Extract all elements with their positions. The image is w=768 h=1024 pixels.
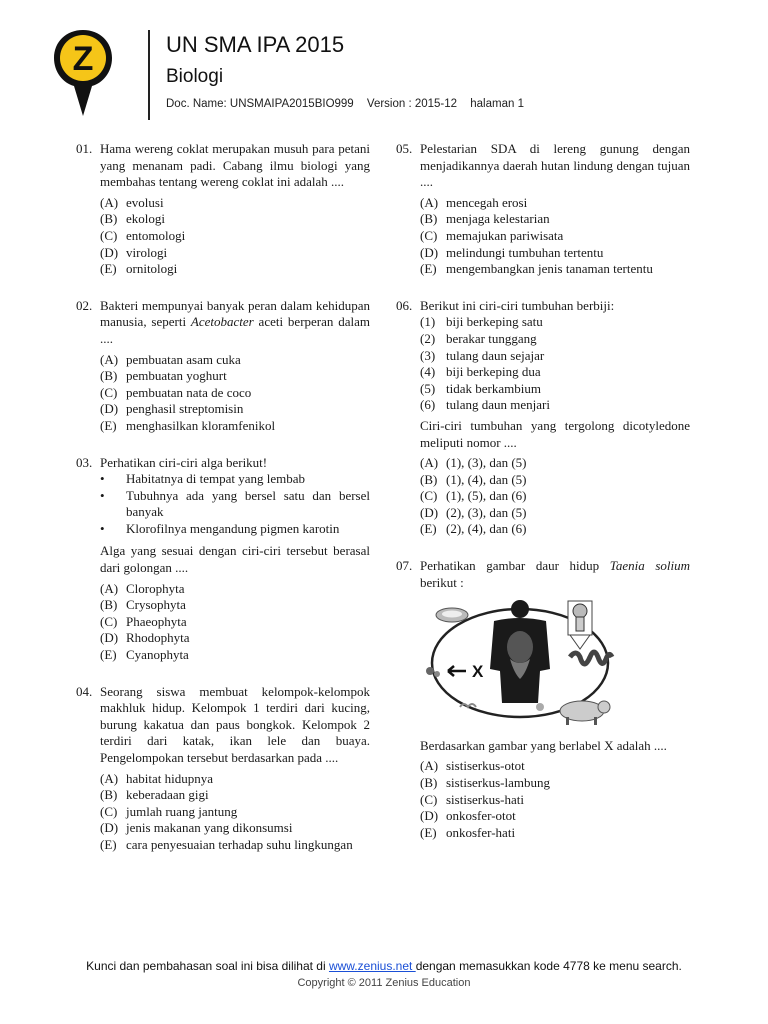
numbered-list <box>420 314 690 414</box>
option: (C) memajukan pariwisata <box>420 227 564 243</box>
logo-letter: Z <box>72 40 94 78</box>
option: (A) habitat hidupnya <box>100 770 214 786</box>
option: (D) Rhodophyta <box>100 630 190 646</box>
option: (D) onkosfer-otot <box>420 808 516 824</box>
tapeworm-scolex-icon <box>568 601 592 649</box>
footer-text-b: dengan memasukkan kode 4778 ke menu search. <box>415 959 682 973</box>
list-item: • Habitatnya di tempat yang lembab <box>100 471 306 487</box>
option: (C) pembuatan nata de coco <box>100 384 252 400</box>
question-text: Bakteri mempunyai banyak peran dalam kehidupan manusia, seperti Acetobacter aceti berperan dalam .... <box>100 297 370 346</box>
question-text: Seorang siswa membuat kelompok-kelompok makhluk hidup. Kelompok 1 terdiri dari kucing, burung kakatua dan paus bongkok. Kelompok 2 terdiri dari katak, ikan lele dan buaya. Pengelompokan tersebut berdasarkan pada .... <box>100 683 370 765</box>
options <box>420 455 690 538</box>
list-item: (4) biji berkeping dua <box>420 364 541 380</box>
options <box>100 581 370 664</box>
footer-text-a: Kunci dan pembahasan soal ini bisa dilihat di <box>86 959 329 973</box>
option: (E) onkosfer-hati <box>420 824 516 840</box>
bullet-list <box>100 471 370 537</box>
left-column <box>76 141 370 854</box>
options <box>100 352 370 435</box>
option: (E) cara penyesuaian terhadap suhu lingkungan <box>100 836 353 852</box>
option: (A) mencegah erosi <box>420 194 528 210</box>
option: (E) (2), (4), dan (6) <box>420 521 527 537</box>
egg-icon <box>536 703 544 711</box>
question-number: 03. <box>76 454 93 470</box>
meat-icon <box>436 608 468 622</box>
list-item: • Tubuhnya ada yang bersel satu dan bersel banyak <box>100 487 370 520</box>
human-body-icon <box>490 600 550 703</box>
option: (E) ornitologi <box>100 261 178 277</box>
question-text: Pelestarian SDA di lereng gunung dengan menjadikannya daerah hutan lindung dengan tujuan .... <box>420 141 690 190</box>
question-6 <box>396 298 690 538</box>
option: (E) menghasilkan kloramfenikol <box>100 417 276 433</box>
right-column <box>396 141 690 841</box>
doc-info <box>166 98 534 110</box>
options <box>420 758 690 841</box>
options <box>100 771 370 854</box>
option: (B) keberadaan gigi <box>100 787 209 803</box>
option: (D) (2), (3), dan (5) <box>420 504 527 520</box>
zenius-logo <box>52 28 114 118</box>
option: (A) evolusi <box>100 194 164 210</box>
list-item: • Klorofilnya mengandung pigmen karotin <box>100 520 340 536</box>
question-text-2: Berdasarkan gambar yang berlabel X adalah .... <box>420 737 667 753</box>
question-number: 07. <box>396 558 413 574</box>
list-item: (5) tidak berkambium <box>420 380 541 396</box>
option: (B) (1), (4), dan (5) <box>420 471 527 487</box>
larva-icon <box>460 704 476 707</box>
option: (D) jenis makanan yang dikonsumsi <box>100 820 293 836</box>
taenia-lifecycle-diagram <box>420 599 620 727</box>
options <box>420 195 690 278</box>
question-1 <box>76 141 370 278</box>
footer-note <box>0 959 768 973</box>
question-number: 04. <box>76 683 93 699</box>
option: (B) sistiserkus-lambung <box>420 775 550 791</box>
option: (B) Crysophyta <box>100 597 186 613</box>
option: (E) Cyanophyta <box>100 647 189 663</box>
question-2 <box>76 298 370 435</box>
option: (A) (1), (3), dan (5) <box>420 455 527 471</box>
question-text: Berikut ini ciri-ciri tumbuhan berbiji: <box>420 297 615 313</box>
doc-page: halaman 1 <box>470 98 524 110</box>
question-text-2: Alga yang sesuai dengan ciri-ciri tersebut berasal dari golongan .... <box>100 543 370 576</box>
copyright: Copyright © 2011 Zenius Education <box>297 977 471 989</box>
option: (C) (1), (5), dan (6) <box>420 488 527 504</box>
question-text: Perhatikan ciri-ciri alga berikut! <box>100 454 268 470</box>
zenius-link[interactable]: www.zenius.net <box>328 959 416 973</box>
doc-version: Version : 2015-12 <box>366 98 458 110</box>
list-item: (6) tulang daun menjari <box>420 397 550 413</box>
question-text: Perhatikan gambar daur hidup Taenia solium berikut : <box>420 558 690 590</box>
page-subtitle: Biologi <box>166 66 224 87</box>
option: (B) menjaga kelestarian <box>420 211 550 227</box>
question-text-2: Ciri-ciri tumbuhan yang tergolong dicotyledone meliputi nomor .... <box>420 417 690 450</box>
option: (A) sistiserkus-otot <box>420 758 525 774</box>
list-item: (1) biji berkeping satu <box>420 314 543 330</box>
list-item: (3) tulang daun sejajar <box>420 347 545 363</box>
header-divider <box>148 30 150 120</box>
question-4 <box>76 684 370 854</box>
question-text: Hama wereng coklat merupakan musuh para petani yang menanam padi. Cabang ilmu biologi yang membahas tentang wereng coklat ini adalah .... <box>100 141 370 190</box>
option: (B) ekologi <box>100 211 165 227</box>
question-number: 06. <box>396 297 413 313</box>
page-title: UN SMA IPA 2015 <box>166 32 345 57</box>
option: (A) Clorophyta <box>100 580 185 596</box>
svg-text:X: X <box>472 662 484 682</box>
question-number: 05. <box>396 141 413 156</box>
question-number: 01. <box>76 141 93 156</box>
question-7 <box>396 558 690 841</box>
option: (D) melindungi tumbuhan tertentu <box>420 244 604 260</box>
options <box>100 195 370 278</box>
pig-icon <box>560 701 610 725</box>
question-3 <box>76 455 370 664</box>
option: (D) virologi <box>100 244 168 260</box>
doc-name: Doc. Name: UNSMAIPA2015BIO999 <box>166 98 354 110</box>
option: (A) pembuatan asam cuka <box>100 351 241 367</box>
option: (C) jumlah ruang jantung <box>100 803 238 819</box>
option: (E) mengembangkan jenis tanaman tertentu <box>420 261 653 277</box>
option: (B) pembuatan yoghurt <box>100 368 227 384</box>
question-number: 02. <box>76 297 93 313</box>
question-5 <box>396 141 690 278</box>
option: (C) sistiserkus-hati <box>420 791 524 807</box>
option: (C) Phaeophyta <box>100 613 187 629</box>
list-item: (2) berakar tunggang <box>420 330 537 346</box>
option: (C) entomologi <box>100 227 186 243</box>
option: (D) penghasil streptomisin <box>100 401 244 417</box>
